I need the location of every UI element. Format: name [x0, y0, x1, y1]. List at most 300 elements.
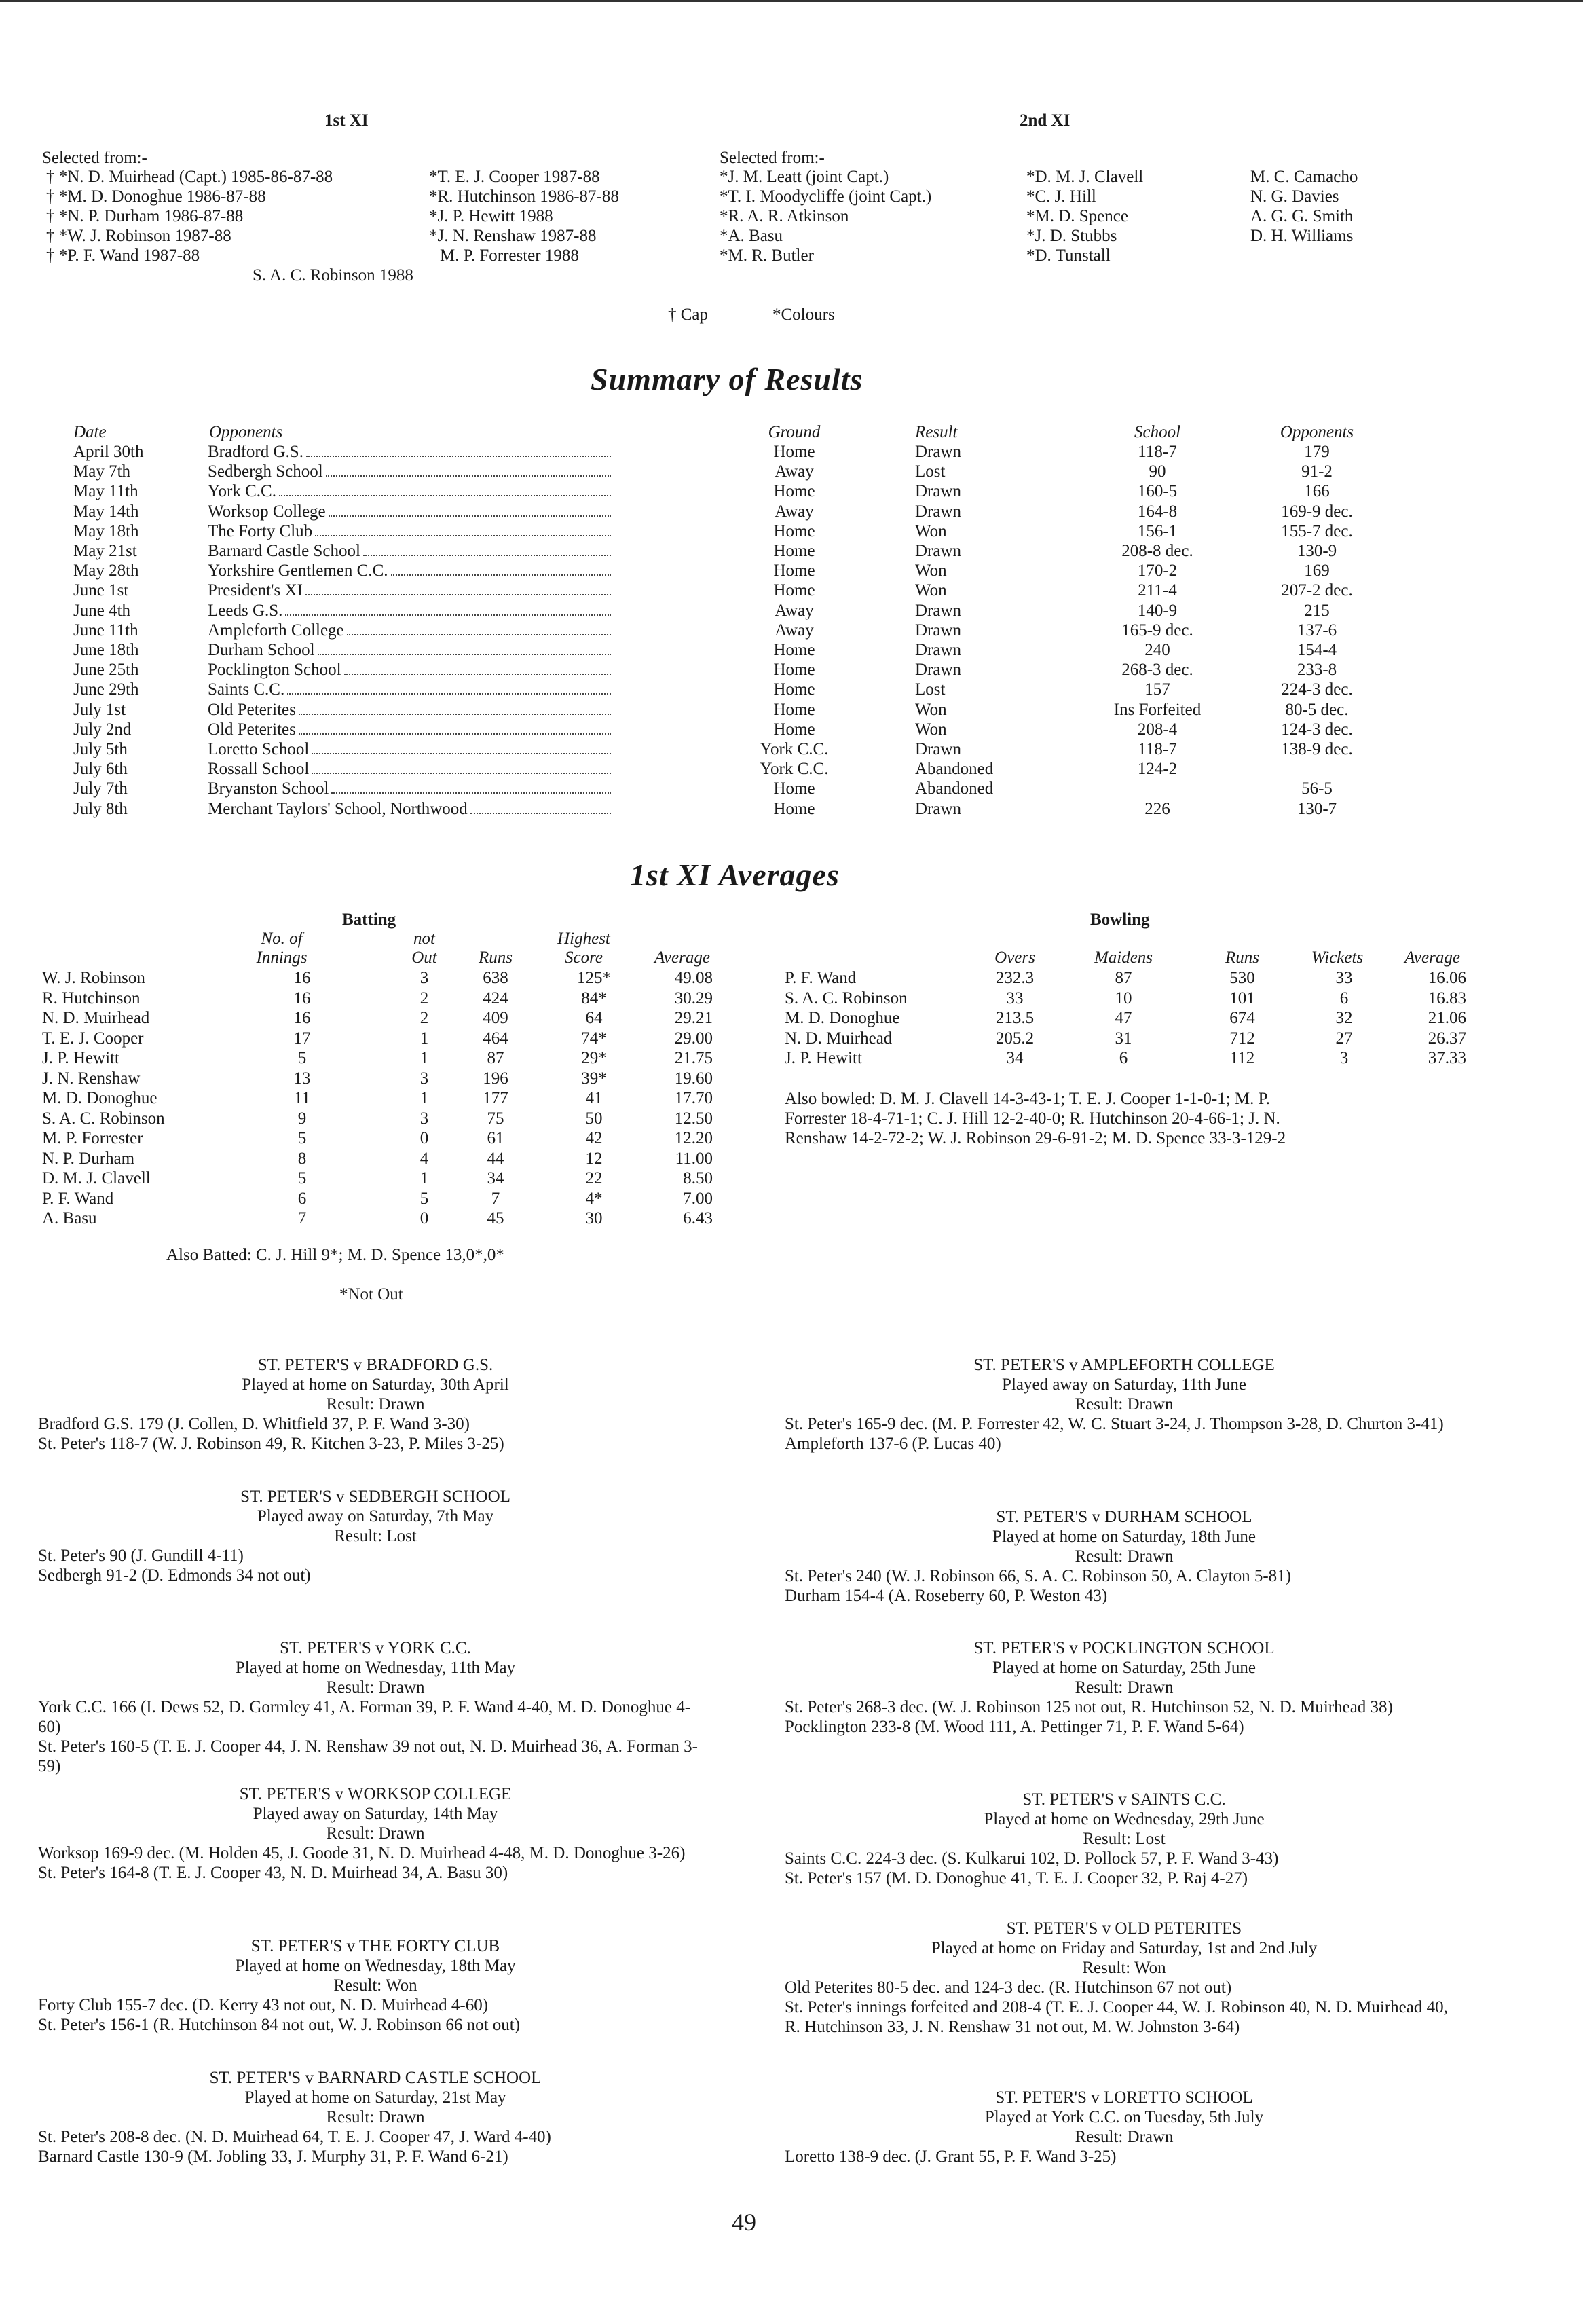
bowler-wickets: 6: [1339, 989, 1349, 1008]
batter-highest: 41: [585, 1089, 603, 1107]
leader-dots: [312, 759, 611, 774]
batter-name: N. D. Muirhead: [42, 1009, 150, 1027]
header-opp-score: Opponents: [1280, 423, 1354, 441]
player: *M. R. Butler: [720, 246, 814, 265]
result-outcome: Drawn: [915, 482, 962, 500]
bowler-average: 21.06: [1428, 1009, 1466, 1027]
player: *J. M. Leatt (joint Capt.): [720, 168, 889, 186]
result-ground: Away: [775, 502, 814, 521]
match-scorecard-line: St. Peter's 240 (W. J. Robinson 66, S. A. C. Robinson 50, A. Clayton 5-81): [785, 1567, 1291, 1585]
batter-highest: 4*: [585, 1189, 603, 1208]
batter-highest: 74*: [581, 1029, 607, 1048]
result-outcome: Won: [915, 720, 947, 739]
leader-dots: [470, 799, 611, 814]
bowler-average: 16.83: [1428, 989, 1466, 1008]
batter-runs: 75: [487, 1109, 504, 1128]
result-opponent-row: [208, 521, 615, 541]
result-ground: Home: [773, 641, 815, 659]
result-opponent: Yorkshire Gentlemen C.C.: [208, 561, 388, 580]
match-scorecard-line: Worksop 169-9 dec. (M. Holden 45, J. Goode 31, N. D. Muirhead 4-48, M. D. Donoghue 3-26): [38, 1844, 686, 1862]
player: *D. Tunstall: [1026, 246, 1111, 265]
result-school-score: 156-1: [1137, 522, 1178, 540]
bowl-h-average: Average: [1404, 948, 1460, 967]
match-report: [785, 1355, 1464, 1454]
batter-innings: 9: [297, 1109, 307, 1128]
leader-dots: [299, 700, 611, 715]
batter-innings: 7: [297, 1209, 307, 1228]
result-opponent-row: [208, 720, 615, 739]
match-scorecard-line: Pocklington 233-8 (M. Wood 111, A. Pettinger 71, P. F. Wand 5-64): [785, 1718, 1244, 1736]
batter-runs: 424: [483, 989, 508, 1008]
batter-name: A. Basu: [42, 1209, 97, 1228]
result-date: April 30th: [73, 443, 144, 461]
result-outcome: Drawn: [915, 443, 962, 461]
batter-name: J. N. Renshaw: [42, 1069, 141, 1088]
result-outcome: Drawn: [915, 740, 962, 758]
result-ground: Home: [773, 561, 815, 580]
match-scorecard-line: St. Peter's 157 (M. D. Donoghue 41, T. E. J. Cooper 32, P. Raj 4-27): [785, 1869, 1248, 1887]
bowl-h-runs: Runs: [1225, 948, 1259, 967]
match-result: Result: Drawn: [326, 1824, 425, 1843]
result-opponent-row: [208, 580, 615, 600]
match-venue: Played at home on Saturday, 30th April: [242, 1376, 509, 1394]
result-ground: York C.C.: [760, 760, 829, 778]
match-venue: Played at home on Wednesday, 29th June: [984, 1810, 1265, 1828]
result-date: May 21st: [73, 542, 137, 560]
match-title: ST. PETER'S v POCKLINGTON SCHOOL: [973, 1639, 1275, 1657]
result-opponent: Sedbergh School: [208, 462, 323, 481]
result-outcome: Abandoned: [915, 779, 994, 798]
batter-average: 8.50: [683, 1169, 713, 1187]
result-opp-score: 207-2 dec.: [1281, 581, 1353, 600]
player: † *M. D. Donoghue 1986-87-88: [46, 187, 266, 206]
batter-highest: 64: [585, 1009, 603, 1027]
result-opp-score: 154-4: [1297, 641, 1337, 659]
match-scorecard-line: Loretto 138-9 dec. (J. Grant 55, P. F. Wand 3-25): [785, 2147, 1117, 2166]
batter-highest: 22: [585, 1169, 603, 1187]
second-xi-col2: [1026, 167, 1143, 265]
bat-h-not: not: [413, 929, 435, 948]
legend-colours: *Colours: [772, 306, 835, 324]
first-xi-extra: S. A. C. Robinson 1988: [253, 266, 413, 284]
batter-name: P. F. Wand: [42, 1189, 114, 1208]
batter-innings: 17: [293, 1029, 311, 1048]
match-result: Result: Won: [1082, 1959, 1166, 1977]
match-scorecard-line: Saints C.C. 224-3 dec. (S. Kulkarui 102, D. Pollock 57, P. F. Wand 3-43): [785, 1849, 1279, 1868]
result-opponent: Rossall School: [208, 760, 310, 778]
batter-average: 49.08: [674, 969, 713, 987]
bat-h-noof: No. of: [261, 929, 303, 948]
player: † *N. P. Durham 1986-87-88: [46, 207, 244, 225]
match-result: Result: Won: [333, 1976, 417, 1995]
match-scorecard-line: Durham 154-4 (A. Roseberry 60, P. Weston 43): [785, 1587, 1108, 1605]
result-opp-score: 138-9 dec.: [1281, 740, 1353, 758]
match-venue: Played at home on Saturday, 18th June: [992, 1528, 1256, 1546]
leader-dots: [312, 739, 611, 754]
batter-innings: 11: [293, 1089, 311, 1107]
bowler-overs: 213.5: [995, 1009, 1035, 1027]
batter-innings: 13: [293, 1069, 311, 1088]
leader-dots: [326, 462, 611, 477]
result-date: May 18th: [73, 522, 139, 540]
result-opp-score: 80-5 dec.: [1285, 701, 1349, 719]
match-title: ST. PETER'S v YORK C.C.: [280, 1639, 471, 1657]
result-opponent-row: [208, 779, 615, 798]
result-ground: Home: [773, 680, 815, 699]
result-school-score: 124-2: [1137, 760, 1178, 778]
batter-runs: 464: [483, 1029, 508, 1048]
result-opponent: The Forty Club: [208, 522, 313, 540]
player: *J. D. Stubbs: [1026, 227, 1117, 245]
result-opponent-row: [208, 739, 615, 759]
player: *R. Hutchinson 1986-87-88: [429, 187, 619, 206]
bat-h-average: Average: [654, 948, 710, 967]
result-opponent: Loretto School: [208, 740, 310, 758]
bat-h-out: Out: [411, 948, 437, 967]
batter-average: 19.60: [674, 1069, 713, 1088]
result-opp-score: 169-9 dec.: [1281, 502, 1353, 521]
match-venue: Played at home on Saturday, 25th June: [992, 1659, 1256, 1677]
batter-not-out: 4: [420, 1149, 429, 1168]
batter-average: 12.50: [674, 1109, 713, 1128]
bowler-wickets: 3: [1339, 1049, 1349, 1067]
header-result: Result: [915, 423, 958, 441]
also-bowled: [785, 1089, 1286, 1148]
match-report: [38, 1936, 713, 2035]
match-venue: Played at home on Saturday, 21st May: [244, 2088, 506, 2107]
batter-not-out: 0: [420, 1129, 429, 1147]
result-date: May 14th: [73, 502, 139, 521]
match-title: ST. PETER'S v DURHAM SCHOOL: [996, 1508, 1252, 1526]
result-opp-score: 215: [1304, 602, 1330, 620]
result-ground: Home: [773, 720, 815, 739]
result-opponent-row: [208, 621, 615, 640]
result-date: July 6th: [73, 760, 128, 778]
result-school-score: 118-7: [1138, 443, 1177, 461]
first-xi-title: 1st XI: [324, 111, 369, 130]
match-scorecard-line: Old Peterites 80-5 dec. and 124-3 dec. (R. Hutchinson 67 not out): [785, 1978, 1232, 1997]
result-school-score: 226: [1144, 800, 1170, 818]
also-batted: Also Batted: C. J. Hill 9*; M. D. Spence 13,0*,0*: [166, 1246, 504, 1264]
result-opponent-row: [208, 502, 615, 521]
bowler-maidens: 47: [1115, 1009, 1132, 1027]
player: M. P. Forrester 1988: [440, 246, 579, 265]
result-date: July 7th: [73, 779, 128, 798]
leader-dots: [347, 621, 611, 635]
batter-runs: 87: [487, 1049, 504, 1067]
legend-cap: † Cap: [668, 306, 709, 324]
match-result: Result: Drawn: [326, 2108, 425, 2126]
match-result: Result: Drawn: [1075, 2128, 1174, 2146]
match-result: Result: Lost: [334, 1527, 417, 1545]
bowler-maidens: 6: [1119, 1049, 1128, 1067]
result-date: May 7th: [73, 462, 131, 481]
match-scorecard-line: Forty Club 155-7 dec. (D. Kerry 43 not out, N. D. Muirhead 4-60): [38, 1996, 489, 2014]
batter-name: M. P. Forrester: [42, 1129, 143, 1147]
batter-highest: 125*: [577, 969, 611, 987]
result-school-score: 165-9 dec.: [1121, 621, 1193, 640]
match-report: [785, 2088, 1464, 2166]
header-ground: Ground: [768, 423, 821, 441]
result-ground: Home: [773, 779, 815, 798]
bowl-h-wickets: Wickets: [1311, 948, 1364, 967]
result-date: June 18th: [73, 641, 139, 659]
result-outcome: Abandoned: [915, 760, 994, 778]
player: M. C. Camacho: [1250, 168, 1358, 186]
averages-title: 1st XI Averages: [630, 857, 840, 892]
batter-average: 17.70: [674, 1089, 713, 1107]
result-opponent-row: [208, 759, 615, 779]
leader-dots: [279, 481, 611, 496]
result-opponent: Leeds G.S.: [208, 602, 283, 620]
bowler-wickets: 27: [1335, 1029, 1353, 1048]
result-opp-score: 130-7: [1297, 800, 1337, 818]
result-opponent: Bradford G.S.: [208, 443, 303, 461]
bowler-maidens: 87: [1115, 969, 1132, 987]
leader-dots: [331, 779, 611, 794]
result-outcome: Drawn: [915, 641, 962, 659]
batter-highest: 39*: [581, 1069, 607, 1088]
batter-innings: 5: [297, 1049, 307, 1067]
leader-dots: [315, 521, 611, 536]
match-result: Result: Lost: [1083, 1830, 1166, 1848]
result-opp-score: 124-3 dec.: [1281, 720, 1353, 739]
leader-dots: [285, 601, 611, 616]
result-date: June 25th: [73, 661, 139, 679]
result-school-score: 208-4: [1137, 720, 1178, 739]
match-title: ST. PETER'S v LORETTO SCHOOL: [995, 2088, 1253, 2107]
bowl-h-overs: Overs: [994, 948, 1035, 967]
result-opp-score: 91-2: [1301, 462, 1333, 481]
result-date: July 8th: [73, 800, 128, 818]
batter-average: 12.20: [674, 1129, 713, 1147]
match-venue: Played at York C.C. on Tuesday, 5th July: [984, 2108, 1264, 2126]
result-opponent: Old Peterites: [208, 701, 296, 719]
match-scorecard-line: St. Peter's 268-3 dec. (W. J. Robinson 125 not out, R. Hutchinson 52, N. D. Muirhead 38): [785, 1698, 1393, 1716]
second-xi-col3: [1250, 167, 1358, 246]
result-ground: Home: [773, 701, 815, 719]
player: N. G. Davies: [1250, 187, 1339, 206]
match-title: ST. PETER'S v THE FORTY CLUB: [250, 1937, 500, 1955]
result-school-score: 208-8 dec.: [1121, 542, 1193, 560]
result-school-score: 90: [1149, 462, 1166, 481]
player: *A. Basu: [720, 227, 783, 245]
batter-name: W. J. Robinson: [42, 969, 145, 987]
bowler-wickets: 33: [1335, 969, 1353, 987]
leader-dots: [305, 580, 611, 595]
result-school-score: 211-4: [1138, 581, 1177, 600]
result-ground: Home: [773, 661, 815, 679]
result-ground: Home: [773, 482, 815, 500]
match-report: [785, 1790, 1464, 1888]
player: *R. A. R. Atkinson: [720, 207, 849, 225]
result-opponent-row: [208, 442, 615, 462]
result-outcome: Drawn: [915, 621, 962, 640]
result-opp-score: 137-6: [1297, 621, 1337, 640]
batter-highest: 12: [585, 1149, 603, 1168]
result-date: June 29th: [73, 680, 139, 699]
batter-innings: 8: [297, 1149, 307, 1168]
result-ground: York C.C.: [760, 740, 829, 758]
result-school-score: 268-3 dec.: [1121, 661, 1193, 679]
bat-h-runs: Runs: [479, 948, 513, 967]
batter-innings: 6: [297, 1189, 307, 1208]
bowler-overs: 205.2: [995, 1029, 1035, 1048]
page-number: 49: [732, 2209, 756, 2236]
batter-not-out: 1: [420, 1169, 429, 1187]
match-title: ST. PETER'S v SAINTS C.C.: [1022, 1790, 1226, 1809]
match-report: [785, 1638, 1464, 1737]
also-bowled-line: Forrester 18-4-71-1; C. J. Hill 12-2-40-0; R. Hutchinson 20-4-66-1; J. N.: [785, 1109, 1280, 1128]
match-title: ST. PETER'S v OLD PETERITES: [1006, 1919, 1242, 1938]
batter-runs: 7: [491, 1189, 500, 1208]
batter-name: T. E. J. Cooper: [42, 1029, 144, 1048]
match-title: ST. PETER'S v WORKSOP COLLEGE: [239, 1785, 512, 1803]
batter-name: D. M. J. Clavell: [42, 1169, 151, 1187]
batter-name: N. P. Durham: [42, 1149, 135, 1168]
bat-h-score: Score: [565, 948, 603, 967]
match-title: ST. PETER'S v BARNARD CASTLE SCHOOL: [209, 2069, 542, 2087]
match-scorecard-line: York C.C. 166 (I. Dews 52, D. Gormley 41, A. Forman 39, P. F. Wand 4-40, M. D. Donoghue 4-60): [38, 1698, 691, 1736]
match-report: [38, 1784, 713, 1883]
result-opponent: Ampleforth College: [208, 621, 344, 640]
result-opponent: President's XI: [208, 581, 303, 600]
bowler-overs: 232.3: [995, 969, 1035, 987]
match-venue: Played at home on Friday and Saturday, 1st and 2nd July: [931, 1939, 1318, 1957]
batter-average: 30.29: [674, 989, 713, 1008]
batter-runs: 44: [487, 1149, 504, 1168]
player: *T. I. Moodycliffe (joint Capt.): [720, 187, 932, 206]
match-venue: Played away on Saturday, 7th May: [257, 1507, 494, 1526]
result-opponent-row: [208, 462, 615, 481]
result-outcome: Drawn: [915, 661, 962, 679]
result-opponent: Old Peterites: [208, 720, 296, 739]
match-title: ST. PETER'S v AMPLEFORTH COLLEGE: [973, 1356, 1275, 1374]
header-opponents: Opponents: [209, 423, 283, 441]
result-opp-score: 166: [1304, 482, 1330, 500]
match-result: Result: Drawn: [1075, 1547, 1174, 1566]
result-date: May 28th: [73, 561, 139, 580]
batter-runs: 177: [483, 1089, 508, 1107]
bowler-name: J. P. Hewitt: [785, 1049, 862, 1067]
bowler-maidens: 10: [1115, 989, 1132, 1008]
match-scorecard-line: St. Peter's 165-9 dec. (M. P. Forrester 42, W. C. Stuart 3-24, J. Thompson 3-28, D. Churton 3-41): [785, 1415, 1444, 1433]
batter-runs: 638: [483, 969, 508, 987]
batter-not-out: 1: [420, 1049, 429, 1067]
header-school: School: [1134, 423, 1181, 441]
batter-not-out: 2: [420, 1009, 429, 1027]
result-opponent-row: [208, 660, 615, 680]
top-rule: [0, 0, 1583, 2]
batter-not-out: 3: [420, 1069, 429, 1088]
result-outcome: Won: [915, 561, 947, 580]
batter-average: 21.75: [674, 1049, 713, 1067]
match-result: Result: Drawn: [1075, 1678, 1174, 1697]
first-xi-col1: [46, 167, 333, 265]
leader-dots: [391, 561, 611, 576]
result-opponent-row: [208, 799, 615, 819]
result-ground: Home: [773, 800, 815, 818]
batter-name: R. Hutchinson: [42, 989, 141, 1008]
bat-h-highest: Highest: [557, 929, 610, 948]
result-date: May 11th: [73, 482, 138, 500]
player: *J. P. Hewitt 1988: [429, 207, 553, 225]
match-report: [38, 1638, 713, 1776]
batter-not-out: 2: [420, 989, 429, 1008]
player: *J. N. Renshaw 1987-88: [429, 227, 597, 245]
match-scorecard-line: St. Peter's 164-8 (T. E. J. Cooper 43, N. D. Muirhead 34, A. Basu 30): [38, 1864, 508, 1882]
result-opponent: Pocklington School: [208, 661, 341, 679]
match-venue: Played away on Saturday, 11th June: [1002, 1376, 1246, 1394]
batter-innings: 16: [293, 969, 311, 987]
bowler-runs: 712: [1229, 1029, 1255, 1048]
batter-innings: 5: [297, 1169, 307, 1187]
batter-highest: 50: [585, 1109, 603, 1128]
result-outcome: Lost: [915, 680, 946, 699]
result-opponent: Worksop College: [208, 502, 326, 521]
batter-not-out: 0: [420, 1209, 429, 1228]
result-opponent: Bryanston School: [208, 779, 329, 798]
match-report: [785, 1919, 1464, 2037]
result-opponent: Saints C.C.: [208, 680, 285, 699]
match-venue: Played at home on Wednesday, 18th May: [235, 1957, 516, 1975]
result-outcome: Won: [915, 581, 947, 600]
leader-dots: [344, 660, 611, 675]
match-scorecard-line: St. Peter's 118-7 (W. J. Robinson 49, R. Kitchen 3-23, P. Miles 3-25): [38, 1435, 504, 1453]
player: *C. J. Hill: [1026, 187, 1096, 206]
batter-innings: 5: [297, 1129, 307, 1147]
bowler-name: P. F. Wand: [785, 969, 857, 987]
bowler-runs: 101: [1229, 989, 1255, 1008]
result-date: June 11th: [73, 621, 138, 640]
batting-title: Batting: [342, 910, 396, 929]
result-school-score: 164-8: [1137, 502, 1178, 521]
result-date: July 1st: [73, 701, 126, 719]
batter-name: S. A. C. Robinson: [42, 1109, 165, 1128]
player: D. H. Williams: [1250, 227, 1354, 245]
batter-highest: 42: [585, 1129, 603, 1147]
batter-highest: 84*: [581, 989, 607, 1008]
result-opponent-row: [208, 700, 615, 720]
leader-dots: [299, 720, 611, 735]
batter-average: 6.43: [683, 1209, 713, 1228]
match-venue: Played at home on Wednesday, 11th May: [235, 1659, 516, 1677]
player: A. G. G. Smith: [1250, 207, 1354, 225]
match-scorecard-line: St. Peter's 160-5 (T. E. J. Cooper 44, J. N. Renshaw 39 not out, N. D. Muirhead 36, A. Forman 3-59): [38, 1737, 699, 1775]
batter-innings: 16: [293, 1009, 311, 1027]
result-school-score: 118-7: [1138, 740, 1177, 758]
batter-runs: 61: [487, 1129, 504, 1147]
leader-dots: [318, 640, 611, 655]
batter-highest: 29*: [581, 1049, 607, 1067]
player: † *N. D. Muirhead (Capt.) 1985-86-87-88: [46, 168, 333, 186]
result-ground: Away: [775, 462, 814, 481]
header-date: Date: [73, 423, 107, 441]
result-school-score: 157: [1144, 680, 1170, 699]
match-report: [38, 1355, 713, 1454]
bowler-runs: 112: [1229, 1049, 1255, 1067]
result-date: July 5th: [73, 740, 128, 758]
bat-h-innings: Innings: [256, 948, 308, 967]
result-opponent: Barnard Castle School: [208, 542, 360, 560]
bowler-wickets: 32: [1335, 1009, 1353, 1027]
batter-average: 29.21: [674, 1009, 713, 1027]
batter-name: J. P. Hewitt: [42, 1049, 119, 1067]
match-scorecard-line: Bradford G.S. 179 (J. Collen, D. Whitfield 37, P. F. Wand 3-30): [38, 1415, 470, 1433]
result-opp-score: 155-7 dec.: [1281, 522, 1353, 540]
match-report: [38, 2068, 713, 2166]
match-title: ST. PETER'S v SEDBERGH SCHOOL: [240, 1488, 510, 1506]
